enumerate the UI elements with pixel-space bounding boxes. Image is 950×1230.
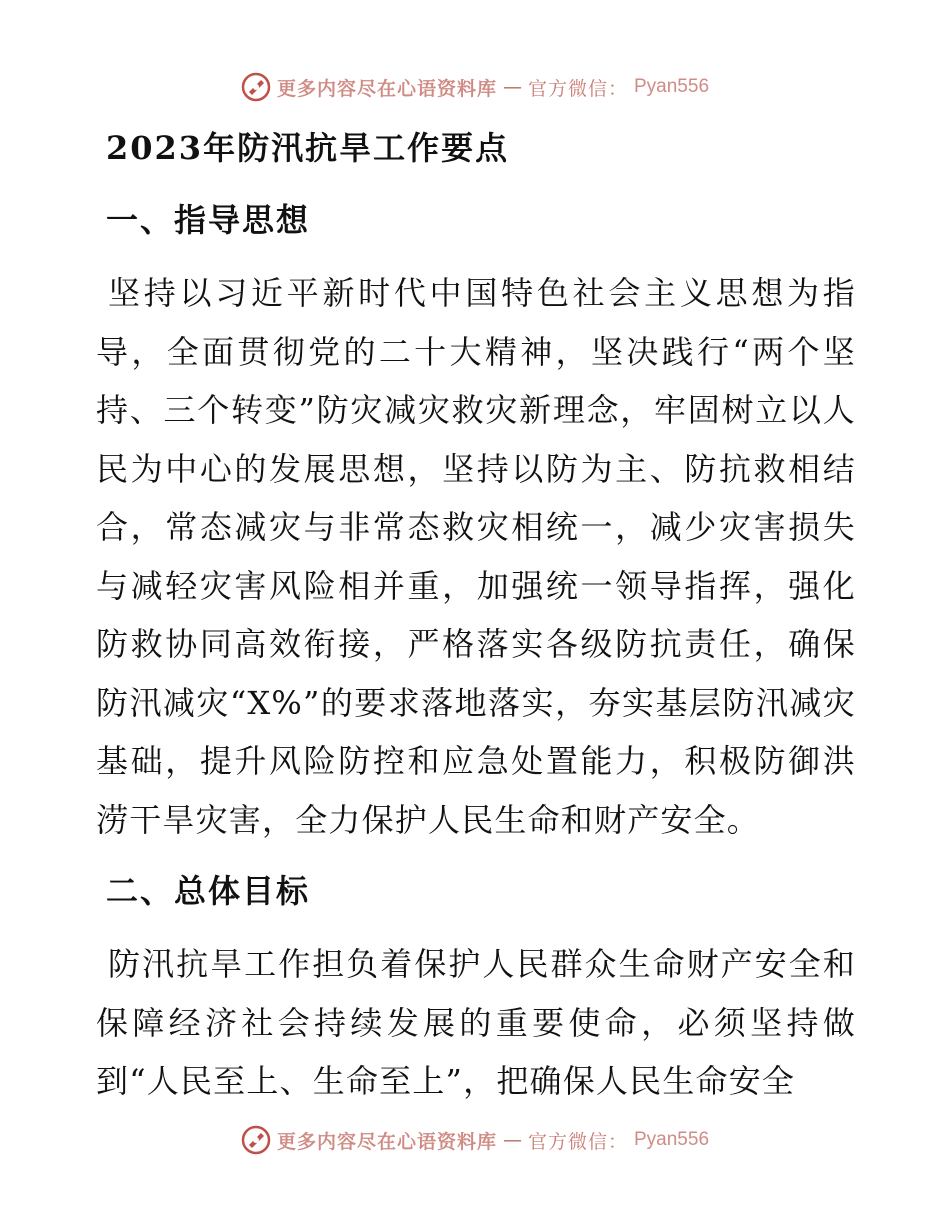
section-heading-guiding-ideology: 一、指导思想: [106, 201, 311, 239]
watermark-separator: —: [502, 1129, 522, 1151]
watermark-footer: [0, 1125, 950, 1155]
watermark-wechat-id: Pyan556: [634, 76, 710, 97]
section-heading-overall-goals: 二、总体目标: [106, 872, 311, 910]
brand-logo-icon: [241, 72, 271, 102]
watermark-brand: 更多内容尽在心语资料库: [276, 1130, 497, 1153]
watermark-wechat-label: 官方微信：: [527, 77, 628, 100]
watermark-wechat-id: Pyan556: [634, 1129, 710, 1150]
watermark-wechat-label: 官方微信：: [527, 1130, 628, 1153]
brand-logo-icon: [241, 1125, 271, 1155]
watermark-header: [0, 72, 950, 102]
section-paragraph-overall-goals: 防汛抗旱工作担负着保护人民群众生命财产安全和保障经济社会持续发展的重要使命，必须坚持做到“人民至上、生命至上”，把确保人民生命安全: [96, 945, 856, 1100]
document-page: [96, 118, 856, 1111]
section-paragraph-guiding-ideology: 坚持以习近平新时代中国特色社会主义思想为指导，全面贯彻党的二十大精神，坚决践行“两个坚持、三个转变”防灾减灾救灾新理念，牢固树立以人民为中心的发展思想，坚持以防为主、防抗救相结合，常态减灾与非常态救灾相统一，减少灾害损失与减轻灾害风险相并重，加强统一领导指挥，强化防救协同高效衔接，严格落实各级防抗责任，确保防汛减灾“X%”的要求落地落实，夯实基层防汛减灾基础，提升风险防控和应急处置能力，积极防御洪涝干旱灾害，全力保护人民生命和财产安全。: [96, 274, 856, 839]
watermark-brand: 更多内容尽在心语资料库: [276, 77, 497, 100]
document-title: 2023年防汛抗旱工作要点: [106, 129, 510, 167]
watermark-separator: —: [502, 76, 522, 98]
